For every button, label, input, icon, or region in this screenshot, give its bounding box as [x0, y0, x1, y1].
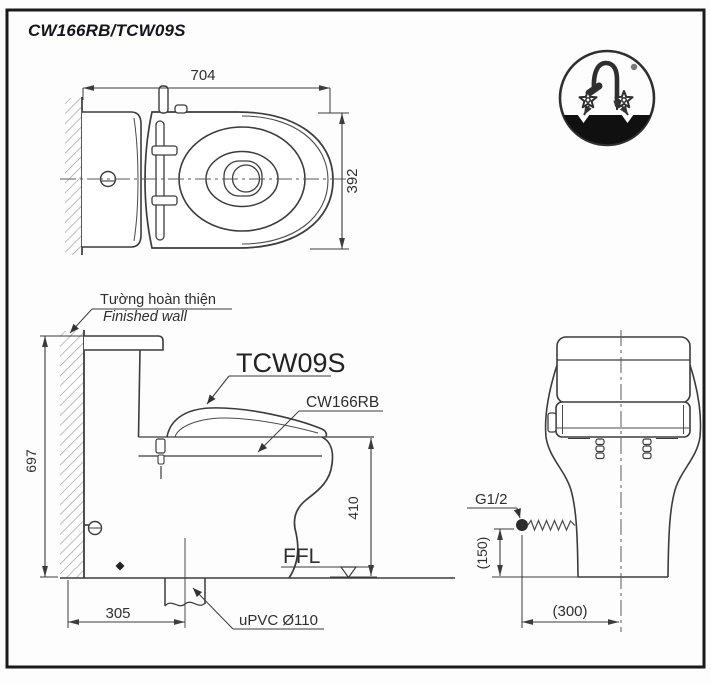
- dim-supply-height-label: (150): [474, 536, 490, 570]
- side-view: [23, 292, 455, 629]
- hinge-bolt: [152, 146, 177, 155]
- seat-hinge-bar: [156, 121, 164, 240]
- tank-lid: [84, 336, 163, 350]
- dim-width-label: 704: [190, 67, 216, 84]
- seat-outline: [556, 402, 690, 437]
- icon-dot: [631, 64, 637, 70]
- floor-level-label: FFL: [283, 545, 321, 568]
- seat-connector: [156, 439, 165, 453]
- top-view: [60, 67, 361, 255]
- wall-hatch: [65, 98, 82, 255]
- wall-hatch: [60, 331, 84, 578]
- drain-pipe-label: uPVC Ø110: [239, 612, 318, 629]
- wall-label-vi: Tường hoàn thiện: [100, 292, 216, 308]
- tank-outline: [557, 337, 690, 403]
- supply-connection: [516, 519, 528, 531]
- page-title: CW166RB/TCW09S: [28, 21, 186, 40]
- dim-depth-label: 392: [344, 168, 361, 194]
- hinge-bolt: [152, 196, 177, 205]
- washlet-spray-icon: [560, 51, 654, 145]
- supply-hose-coil: [528, 521, 575, 531]
- mounting-bolts: [596, 439, 651, 459]
- side-connector-tab: [548, 413, 556, 432]
- supply-thread-label: G1/2: [475, 491, 508, 508]
- remote-tab: [159, 86, 168, 113]
- level-marker-triangle: [341, 567, 356, 578]
- wall-label-en: Finished wall: [103, 309, 187, 325]
- dim-outlet-label: 305: [105, 605, 131, 622]
- dim-seat-height-label: 410: [345, 496, 361, 520]
- floor-bolt-mark: [116, 562, 125, 571]
- washlet-seat-profile: [167, 408, 326, 437]
- rear-view: [467, 330, 701, 632]
- dim-height-label: 697: [23, 449, 39, 473]
- tank-front: [139, 350, 141, 437]
- seat-model-label: TCW09S: [236, 348, 346, 378]
- dim-supply-offset-label: (300): [552, 603, 588, 620]
- bowl-model-label: CW166RB: [306, 394, 380, 411]
